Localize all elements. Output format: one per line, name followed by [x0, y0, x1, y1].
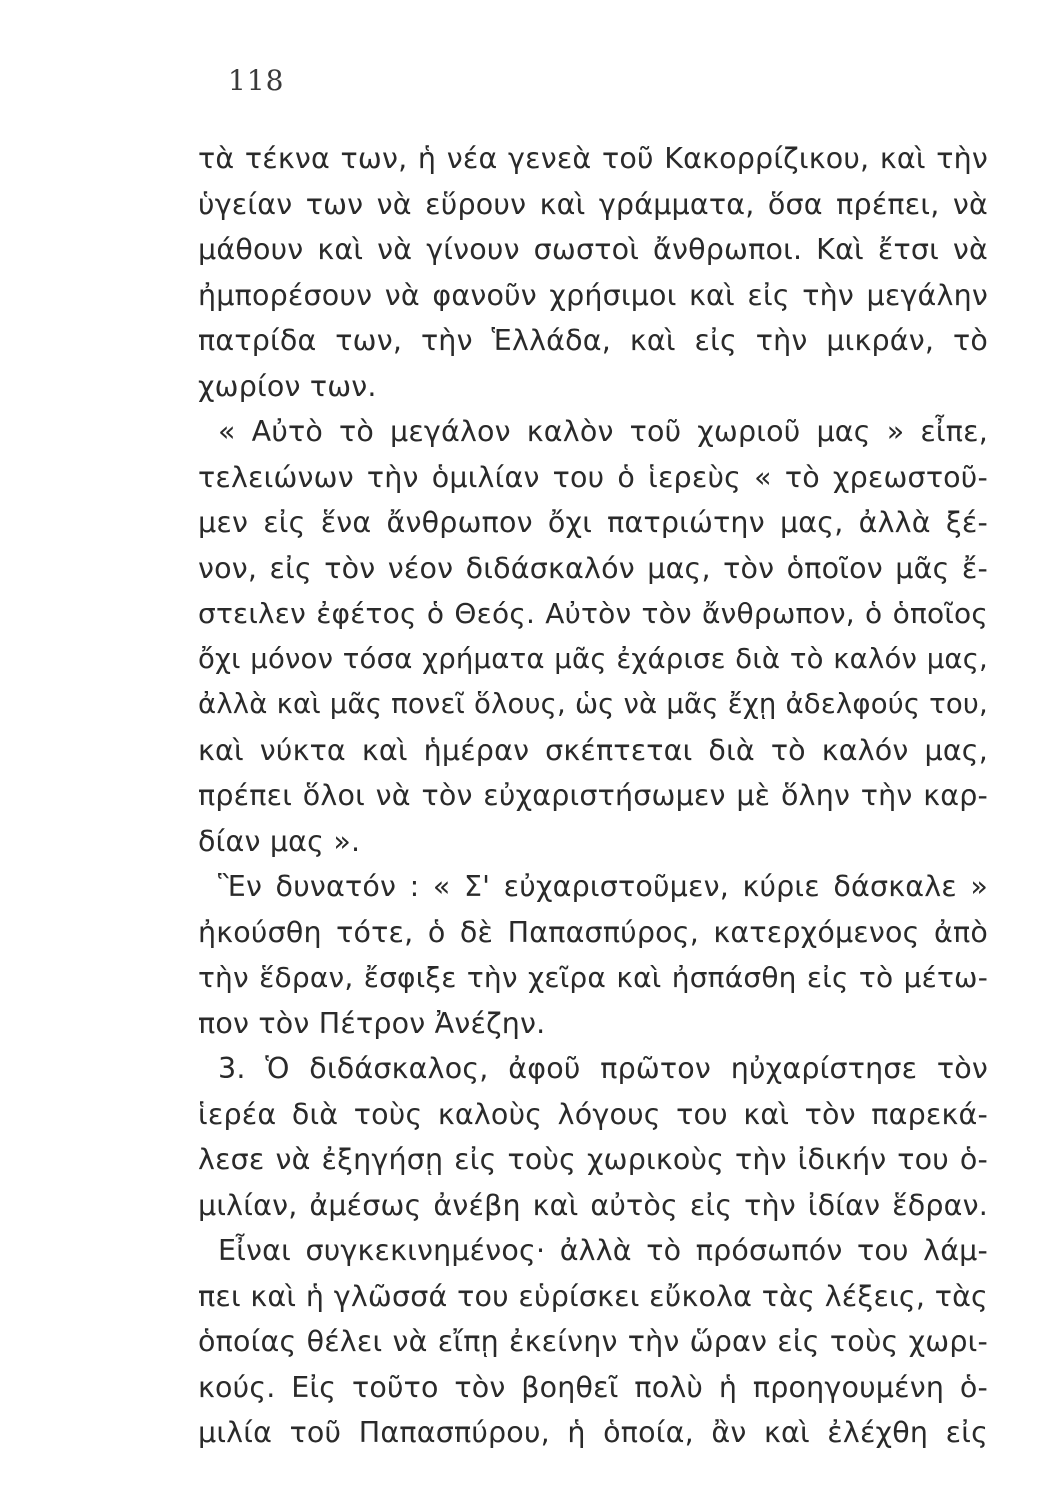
text-line: πρέπει ὅλοι νὰ τὸν εὐχαριστήσωμεν μὲ ὅλην τὴν καρ-	[198, 779, 988, 812]
text-line: πατρίδα των, τὴν Ἑλλάδα, καὶ εἰς τὴν μικράν, τὸ	[198, 324, 988, 357]
text-line: Εἶναι συγκεκινημένος· ἀλλὰ τὸ πρόσωπόν του λάμ-	[218, 1234, 988, 1267]
text-line: καὶ νύκτα καὶ ἡμέραν σκέπτεται διὰ τὸ καλόν μας,	[198, 733, 988, 767]
text-line: λεσε νὰ ἐξηγήσῃ εἰς τοὺς χωρικοὺς τὴν ἰδικήν του ὁ-	[198, 1143, 988, 1176]
text-line: χωρίον των.	[198, 369, 377, 403]
text-line: δίαν μας ».	[198, 824, 361, 858]
text-line: μιλία τοῦ Παπασπύρου, ἡ ὁποία, ἂν καὶ ἐλέχθη εἰς	[198, 1416, 988, 1449]
text-line: μάθουν καὶ νὰ γίνουν σωστοὶ ἄνθρωποι. Καὶ ἔτσι νὰ	[198, 233, 988, 266]
text-line: τὰ τέκνα των, ἡ νέα γενεὰ τοῦ Κακορρίζικου, καὶ τὴν	[198, 142, 988, 175]
text-line: τελειώνων τὴν ὁμιλίαν του ὁ ἱερεὺς « τὸ χρεωστοῦ-	[198, 460, 988, 494]
text-line: στειλεν ἐφέτος ὁ Θεός. Αὐτὸν τὸν ἄνθρωπον, ὁ ὁποῖος	[198, 597, 988, 630]
body-text	[198, 136, 988, 1456]
text-line: « Αὐτὸ τὸ μεγάλον καλὸν τοῦ χωριοῦ μας » εἶπε,	[218, 415, 988, 448]
text-line: πον τὸν Πέτρον Ἀνέζην.	[198, 1006, 546, 1040]
text-line: ἱερέα διὰ τοὺς καλοὺς λόγους του καὶ τὸν παρεκά-	[198, 1097, 988, 1131]
text-line: ἀλλὰ καὶ μᾶς πονεῖ ὅλους, ὡς νὰ μᾶς ἔχῃ ἀδελφούς του,	[198, 688, 988, 720]
text-line: μιλίαν, ἀμέσως ἀνέβη καὶ αὐτὸς εἰς τὴν ἰδίαν ἕδραν.	[198, 1188, 988, 1222]
page-number: 118	[228, 64, 285, 97]
text-line: ἠμπορέσουν νὰ φανοῦν χρήσιμοι καὶ εἰς τὴν μεγάλην	[198, 278, 988, 312]
text-line: μεν εἰς ἕνα ἄνθρωπον ὄχι πατριώτην μας, ἀλλὰ ξέ-	[198, 506, 988, 539]
text-line: πει καὶ ἡ γλῶσσά του εὑρίσκει εὔκολα τὰς λέξεις, τὰς	[198, 1279, 988, 1313]
text-line: ὑγείαν των νὰ εὕρουν καὶ γράμματα, ὅσα πρέπει, νὰ	[198, 187, 988, 221]
text-line: κούς. Εἰς τοῦτο τὸν βοηθεῖ πολὺ ἡ προηγουμένη ὁ-	[198, 1370, 988, 1404]
text-line: ὄχι μόνον τόσα χρήματα μᾶς ἐχάρισε διὰ τὸ καλόν μας,	[198, 642, 988, 675]
text-line: ἠκούσθη τότε, ὁ δὲ Παπασπύρος, κατερχόμενος ἀπὸ	[198, 915, 988, 949]
text-line: νον, εἰς τὸν νέον διδάσκαλόν μας, τὸν ὁποῖον μᾶς ἔ-	[198, 551, 988, 585]
text-line: τὴν ἕδραν, ἔσφιξε τὴν χεῖρα καὶ ἠσπάσθη εἰς τὸ μέτω-	[198, 961, 988, 994]
text-line: 3. Ὁ διδάσκαλος, ἀφοῦ πρῶτον ηὐχαρίστησε τὸν	[218, 1052, 988, 1085]
text-line: ὁποίας θέλει νὰ εἴπῃ ἐκείνην τὴν ὥραν εἰς τοὺς χωρι-	[198, 1325, 988, 1358]
text-line: Ἓν δυνατόν : « Σ' εὐχαριστοῦμεν, κύριε δάσκαλε »	[218, 870, 988, 903]
